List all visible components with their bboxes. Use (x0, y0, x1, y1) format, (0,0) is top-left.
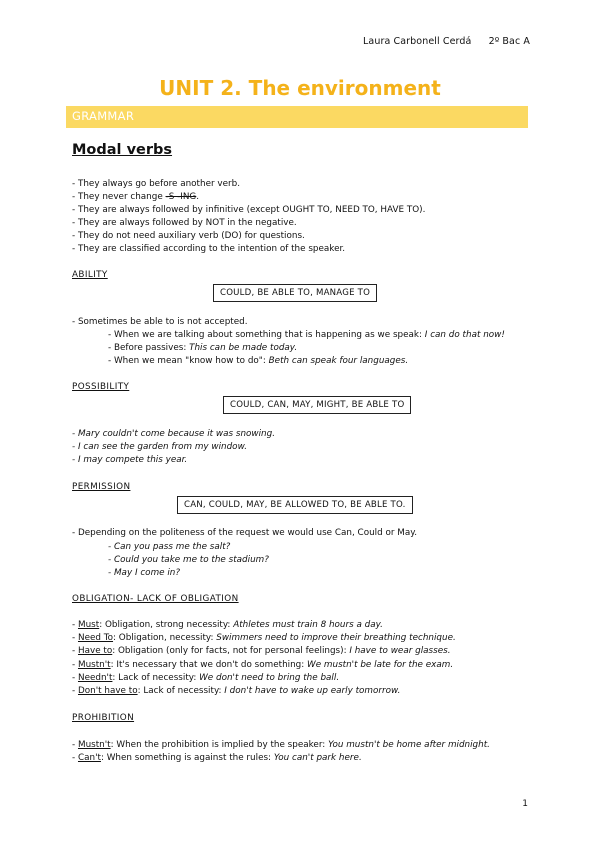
ability-note: - When we are talking about something that is happening as we speak: I can do that now! (108, 330, 505, 340)
permission-box: CAN, COULD, MAY, BE ALLOWED TO, BE ABLE TO. (177, 496, 413, 514)
section-band-label: GRAMMAR (72, 109, 135, 123)
rule-line: - They are always followed by NOT in the negative. (72, 218, 297, 228)
section-band (66, 106, 528, 128)
example-text: This can be made today. (189, 343, 298, 353)
obligation-item: - Mustn't: It's necessary that we don't do something: We mustn't be late for the exam. (72, 660, 454, 670)
obligation-item: - Don't have to: Lack of necessity: I don't have to wake up early tomorrow. (72, 686, 401, 696)
possibility-heading: POSSIBILITY (72, 382, 130, 392)
struck-text: -S -ING (165, 192, 197, 202)
rule-line: - They never change -S -ING. (72, 192, 200, 202)
page-number: 1 (522, 799, 528, 809)
author-name: Laura Carbonell Cerdá (363, 36, 472, 47)
possibility-example: - I can see the garden from my window. (72, 442, 247, 452)
rule-line: - They always go before another verb. (72, 179, 241, 189)
rule-line: - They are always followed by infinitive (except OUGHT TO, NEED TO, HAVE TO). (72, 205, 426, 215)
permission-example: - May I come in? (108, 568, 181, 578)
obligation-item: - Need To: Obligation, necessity: Swimmers need to improve their breathing technique. (72, 633, 456, 643)
possibility-example: - Mary couldn't come because it was snowing. (72, 429, 276, 439)
possibility-box: COULD, CAN, MAY, MIGHT, BE ABLE TO (223, 396, 411, 414)
ability-note: - Before passives: This can be made today. (108, 343, 298, 353)
permission-note: - Depending on the politeness of the request we would use Can, Could or May. (72, 528, 418, 538)
rule-line: - They are classified according to the intention of the speaker. (72, 244, 346, 254)
obligation-item: - Have to: Obligation (only for facts, not for personal feelings): I have to wear glasses. (72, 646, 451, 656)
obligation-heading: OBLIGATION- LACK OF OBLIGATION (72, 594, 239, 604)
ability-box: COULD, BE ABLE TO, MANAGE TO (213, 284, 377, 302)
example-text: I can do that now! (424, 330, 505, 340)
permission-heading: PERMISSION (72, 482, 131, 492)
ability-note: - When we mean "know how to do": Beth can speak four languages. (108, 356, 409, 366)
permission-example: - Could you take me to the stadium? (108, 555, 269, 565)
obligation-item: - Must: Obligation, strong necessity: Athletes must train 8 hours a day. (72, 620, 383, 630)
unit-title: UNIT 2. The environment (159, 76, 441, 100)
permission-example: - Can you pass me the salt? (108, 542, 231, 552)
course-label: 2º Bac A (488, 36, 530, 47)
obligation-item: - Needn't: Lack of necessity: We don't need to bring the ball. (72, 673, 340, 683)
prohibition-item: - Can't: When something is against the rules: You can't park here. (72, 753, 362, 763)
prohibition-item: - Mustn't: When the prohibition is implied by the speaker: You mustn't be home after midnight. (72, 740, 490, 750)
example-text: Beth can speak four languages. (268, 356, 409, 366)
rule-line: - They do not need auxiliary verb (DO) for questions. (72, 231, 305, 241)
ability-heading: ABILITY (72, 270, 108, 280)
ability-note: - Sometimes be able to is not accepted. (72, 317, 248, 327)
possibility-example: - I may compete this year. (72, 455, 188, 465)
prohibition-heading: PROHIBITION (72, 713, 135, 723)
page-header (349, 36, 530, 47)
modal-verbs-heading: Modal verbs (72, 142, 173, 158)
